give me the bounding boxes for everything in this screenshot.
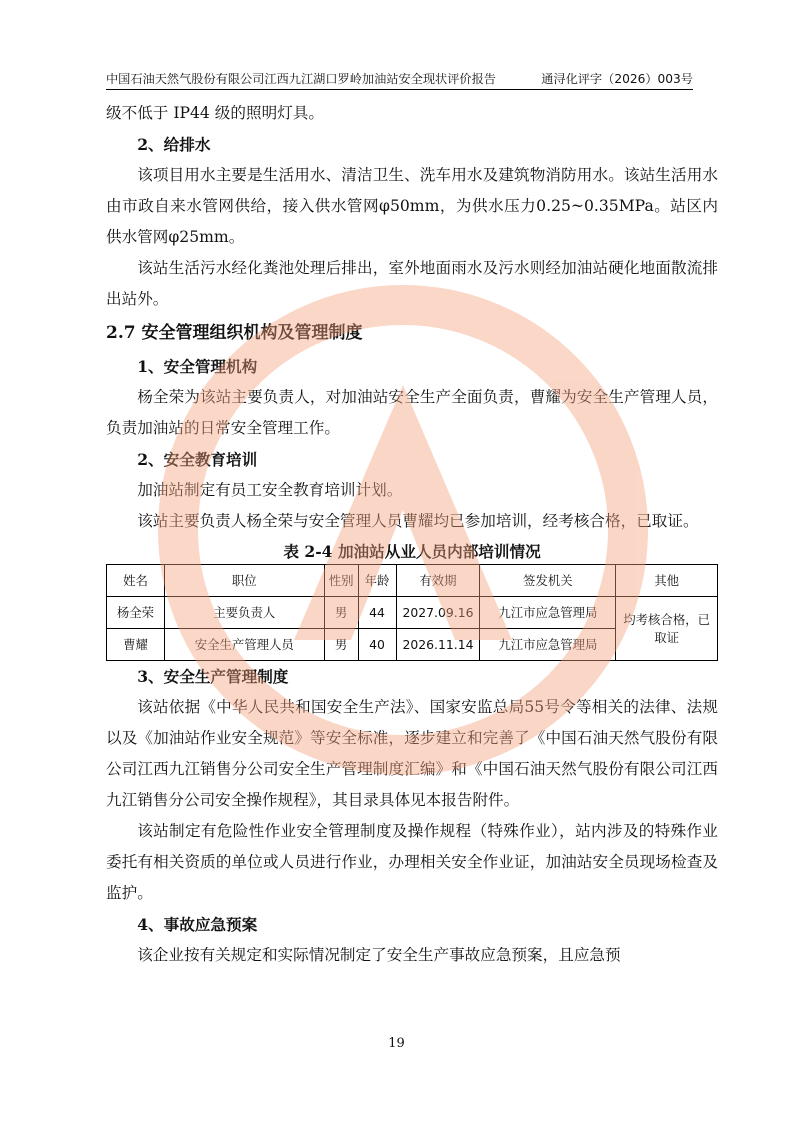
table-cell-position: 安全生产管理人员 <box>164 629 324 661</box>
table-cell-other: 均考核合格，已取证 <box>616 597 718 661</box>
table-cell-gender: 男 <box>324 597 358 629</box>
table-cell-gender: 男 <box>324 629 358 661</box>
paragraph-water-use: 该项目用水主要是生活用水、清洁卫生、洗车用水及建筑物消防用水。该站生活用水由市政自来水管网供给，接入供水管网φ50mm，为供水压力0.25~0.35MPa。站区内供水管网φ25mm。 <box>106 166 718 246</box>
paragraph-drainage: 该站生活污水经化粪池处理后排出，室外地面雨水及污水则经加油站硬化地面散流排出站外。 <box>106 259 718 308</box>
table-header-cell: 签发机关 <box>480 565 616 597</box>
paragraph-lighting: 级不低于 IP44 级的照明灯具。 <box>106 104 324 122</box>
table-cell-issuer: 九江市应急管理局 <box>480 597 616 629</box>
header-report-number: 通浔化评字（2026）003号 <box>541 72 693 86</box>
table-cell-validity: 2026.11.14 <box>396 629 480 661</box>
table-header-cell: 年龄 <box>358 565 396 597</box>
table-header-cell: 其他 <box>616 565 718 597</box>
table-cell-issuer: 九江市应急管理局 <box>480 629 616 661</box>
table-header-cell: 有效期 <box>396 565 480 597</box>
table-cell-name: 杨全荣 <box>107 597 165 629</box>
heading-emergency-plan: 4、事故应急预案 <box>137 915 258 934</box>
table-cell-position: 主要负责人 <box>164 597 324 629</box>
paragraph-regulations: 该站依据《中华人民共和国安全生产法》、国家安监总局55号令等相关的法律、法规以及《加油站作业安全规范》等安全标准，逐步建立和完善了《中国石油天然气股份有限公司江西九江销售分公司安全生产管理制度汇编》和《中国石油天然气股份有限公司江西九江销售分公司安全操作规程》，其目录具体见本报告附件。 <box>106 698 718 809</box>
heading-safety-rules: 3、安全生产管理制度 <box>137 667 289 686</box>
header-rule <box>106 89 693 90</box>
page-header <box>106 68 693 88</box>
paragraph-training-certified: 该站主要负责人杨全荣与安全管理人员曹耀均已参加培训，经考核合格，已取证。 <box>137 512 699 530</box>
heading-water-supply: 2、给排水 <box>137 135 211 154</box>
page-number: 19 <box>388 1036 405 1051</box>
heading-safety-training: 2、安全教育培训 <box>137 450 258 469</box>
paragraph-emergency-plan: 该企业按有关规定和实际情况制定了安全生产事故应急预案，且应急预 <box>137 946 621 964</box>
training-table <box>106 564 718 661</box>
table-header-cell: 性别 <box>324 565 358 597</box>
paragraph-responsible-persons: 杨全荣为该站主要负责人，对加油站安全生产全面负责，曹耀为安全生产管理人员，负责加油站的日常安全管理工作。 <box>106 388 718 437</box>
table-cell-age: 44 <box>358 597 396 629</box>
table-header-cell: 姓名 <box>107 565 165 597</box>
table-cell-age: 40 <box>358 629 396 661</box>
table-cell-validity: 2027.09.16 <box>396 597 480 629</box>
table-caption: 表 2-4 加油站从业人员内部培训情况 <box>283 542 541 561</box>
page-body <box>106 98 718 971</box>
heading-safety-organization: 1、安全管理机构 <box>137 357 258 376</box>
header-title: 中国石油天然气股份有限公司江西九江湖口罗岭加油站安全现状评价报告 <box>106 72 496 86</box>
table-row <box>107 597 718 629</box>
table-cell-name: 曹耀 <box>107 629 165 661</box>
table-header-row <box>107 565 718 597</box>
heading-section-2-7: 2.7 安全管理组织机构及管理制度 <box>106 323 363 343</box>
paragraph-training-plan: 加油站制定有员工安全教育培训计划。 <box>137 481 403 499</box>
table-header-cell: 职位 <box>164 565 324 597</box>
paragraph-special-operations: 该站制定有危险性作业安全管理制度及操作规程（特殊作业），站内涉及的特殊作业委托有相关资质的单位或人员进行作业，办理相关安全作业证，加油站安全员现场检查及监护。 <box>106 822 718 902</box>
